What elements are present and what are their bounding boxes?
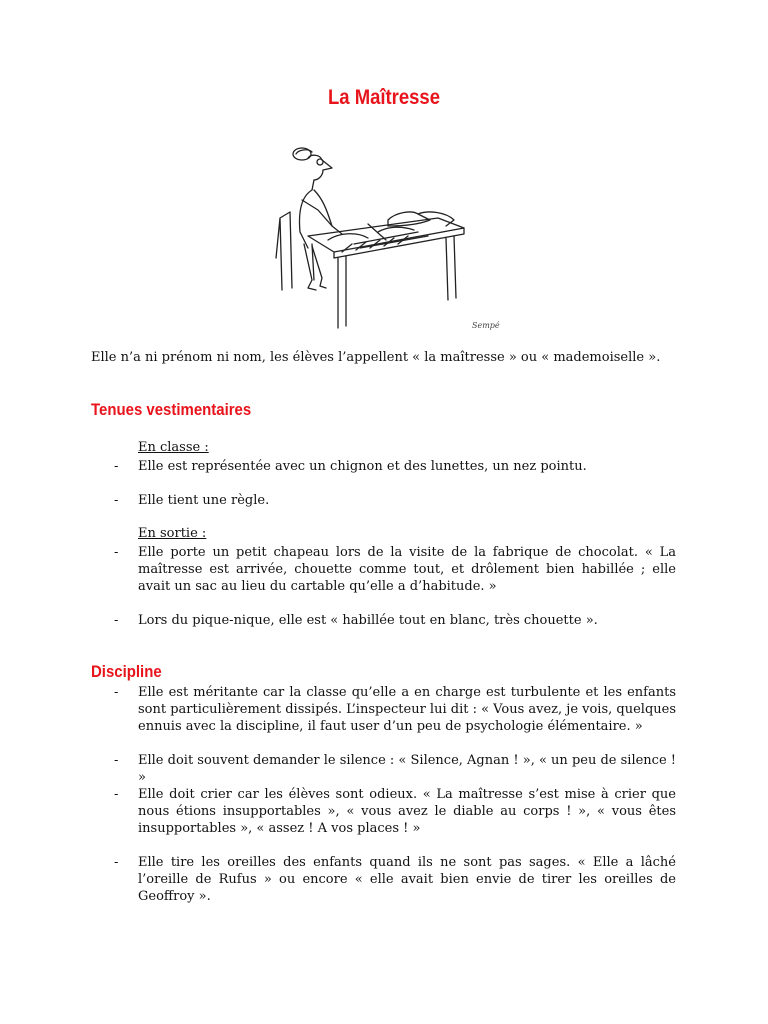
- bullet-dash: -: [114, 613, 119, 628]
- bullet-dash: -: [114, 493, 119, 508]
- list-item-text: Elle tient une règle.: [138, 493, 270, 508]
- list-item: [114, 684, 676, 735]
- list-item-text: Elle doit souvent demander le silence : « Silence, Agnan ! », « un peu de silence ! »: [138, 753, 676, 785]
- bullet-dash: -: [114, 787, 119, 802]
- list-item-text: Elle porte un petit chapeau lors de la visite de la fabrique de chocolat. « La maîtresse est arrivée, chouette comme tout, et drôlement bien habillée ; elle avait un sac au lieu du cartable qu’elle a d’habitude. »: [138, 545, 676, 594]
- intro-text: Elle n’a ni prénom ni nom, les élèves l’appellent « la maîtresse » ou « mademoiselle ».: [91, 350, 661, 365]
- section-heading-discipline: Discipline: [91, 662, 162, 681]
- subheading-en-sortie: En sortie :: [138, 526, 207, 541]
- subheading-en-classe: En classe :: [138, 440, 209, 455]
- bullet-dash: -: [114, 545, 119, 560]
- section-heading-tenues: Tenues vestimentaires: [91, 400, 252, 419]
- list-item: [114, 544, 676, 595]
- list-item: [114, 786, 676, 837]
- signature: Sempé: [472, 321, 500, 330]
- list-item-text: Lors du pique-nique, elle est « habillée tout en blanc, très chouette ».: [138, 613, 598, 628]
- bullet-dash: -: [114, 685, 119, 700]
- list-item: [114, 458, 676, 475]
- bullet-dash: -: [114, 753, 119, 768]
- list-item: [114, 854, 676, 905]
- teacher-at-desk-illustration: [268, 140, 518, 340]
- list-item: [114, 752, 676, 786]
- list-item: [114, 492, 676, 509]
- list-item: [114, 612, 676, 629]
- list-item-text: Elle est méritante car la classe qu’elle a en charge est turbulente et les enfants sont particulièrement dissipés. L’inspecteur lui dit : « Vous avez, je vois, quelques ennuis avec la discipline, il faut user d’un peu de psychologie élémentaire. »: [138, 685, 677, 734]
- bullet-dash: -: [114, 459, 119, 474]
- page-title: La Maîtresse: [328, 86, 440, 109]
- list-item-text: Elle tire les oreilles des enfants quand ils ne sont pas sages. « Elle a lâché l’oreille de Rufus » ou encore « elle avait bien envie de tirer les oreilles de Geoffroy ».: [138, 855, 676, 904]
- list-item-text: Elle doit crier car les élèves sont odieux. « La maîtresse s’est mise à crier que nous étions insupportables », « vous avez le diable au corps ! », « vous êtes insupportables », « assez ! A vos places ! »: [138, 787, 676, 836]
- list-item-text: Elle est représentée avec un chignon et des lunettes, un nez pointu.: [138, 459, 587, 474]
- bullet-dash: -: [114, 855, 119, 870]
